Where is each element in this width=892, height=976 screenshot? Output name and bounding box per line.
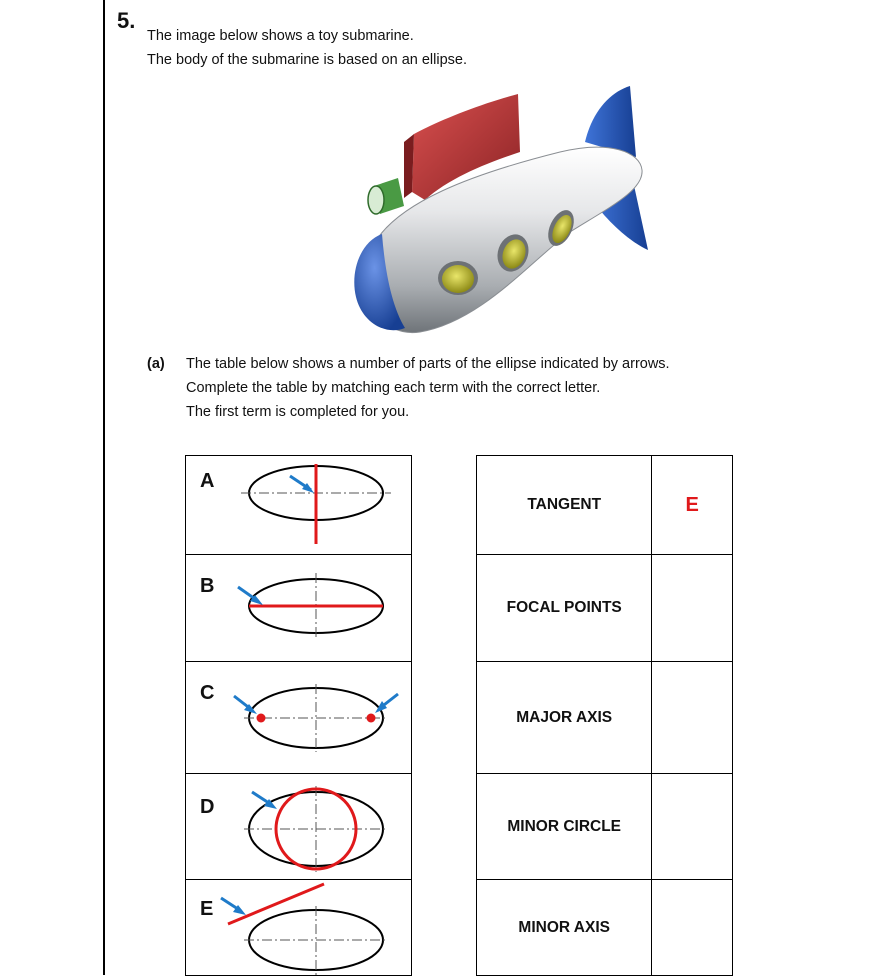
ellipse-figure-tangent — [186, 880, 413, 976]
figure-cell-d — [186, 774, 412, 880]
table-row — [477, 880, 733, 976]
part-a-line-1: The table below shows a number of parts of the ellipse indicated by arrows. — [186, 356, 670, 372]
ellipse-figure-minor-axis — [186, 456, 413, 555]
margin-line — [103, 0, 105, 975]
ellipse-figure-major-axis — [186, 555, 413, 662]
figure-cell-b — [186, 555, 412, 662]
porthole-1 — [442, 265, 474, 293]
ellipse-figure-minor-circle — [186, 774, 413, 880]
term-cell: MINOR CIRCLE — [477, 774, 652, 880]
table-row — [477, 456, 733, 555]
part-a-label: (a) — [147, 356, 165, 372]
figure-letter: C — [200, 682, 215, 704]
ellipse-diagram-table — [185, 455, 412, 976]
table-row — [477, 662, 733, 774]
question-number: 5. — [117, 8, 136, 33]
part-a-line-2: Complete the table by matching each term with the correct letter. — [186, 380, 601, 396]
part-a-line-3: The first term is completed for you. — [186, 404, 410, 420]
figure-letter: E — [200, 898, 214, 920]
answer-cell: E — [652, 456, 733, 555]
term-cell: MINOR AXIS — [477, 880, 652, 976]
figure-cell-a — [186, 456, 412, 555]
answer-cell[interactable] — [652, 880, 733, 976]
tail-fin-top — [585, 86, 636, 157]
figure-letter: D — [200, 796, 215, 818]
submarine-illustration — [330, 82, 670, 350]
term-cell: MAJOR AXIS — [477, 662, 652, 774]
figure-cell-c — [186, 662, 412, 774]
intro-line-2: The body of the submarine is based on an ellipse. — [147, 52, 468, 68]
figure-cell-e — [186, 880, 412, 976]
table-row — [477, 774, 733, 880]
table-row — [477, 555, 733, 662]
figure-letter: A — [200, 470, 215, 492]
intro-line-1: The image below shows a toy submarine. — [147, 28, 414, 44]
answer-cell[interactable] — [652, 555, 733, 662]
term-cell: FOCAL POINTS — [477, 555, 652, 662]
figure-letter: B — [200, 575, 215, 597]
term-cell: TANGENT — [477, 456, 652, 555]
terms-table — [476, 455, 733, 976]
answer-cell[interactable] — [652, 774, 733, 880]
ellipse-figure-focal-points — [186, 662, 413, 774]
answer-cell[interactable] — [652, 662, 733, 774]
